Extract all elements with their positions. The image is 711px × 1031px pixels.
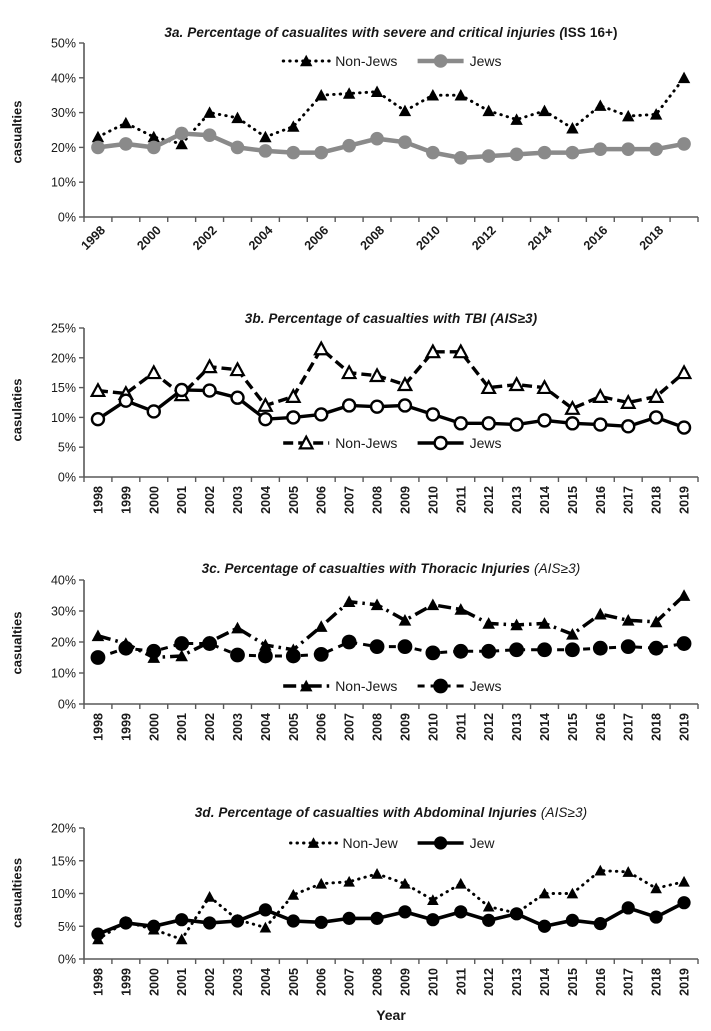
legend-label: Jew: [469, 835, 495, 851]
x-tick-label: 2016: [593, 713, 608, 741]
y-tick-label: 5%: [57, 440, 76, 455]
y-tick-label: 20%: [50, 351, 76, 366]
x-tick-label: 2004: [258, 486, 273, 514]
chart-3a-legend: [283, 53, 501, 69]
x-tick-label: 1999: [119, 486, 134, 514]
chart-3d-title-paren: (AIS≥3): [540, 805, 588, 820]
x-tick-label: 2014: [538, 486, 552, 514]
x-tick-label: 1998: [91, 713, 106, 741]
y-tick-label: 5%: [57, 919, 76, 934]
chart-3c-axes: [51, 574, 698, 741]
x-tick-label: 2012: [482, 713, 497, 741]
x-tick-label: 2001: [175, 486, 190, 514]
y-tick-label: 30%: [50, 604, 76, 619]
x-tick-label: 1999: [119, 968, 134, 996]
chart-3b-title-paren: (AIS≥3): [490, 311, 538, 326]
x-tick-label: 2019: [677, 713, 692, 741]
x-tick-label: 2013: [510, 486, 525, 514]
x-tick-label: 2004: [245, 223, 276, 253]
legend-label: Jews: [469, 53, 502, 69]
y-tick-label: 0%: [57, 697, 76, 712]
x-tick-label: 2014: [538, 968, 552, 996]
y-tick-label: 0%: [57, 470, 76, 485]
chart-3b-title: [84, 311, 698, 326]
y-tick-label: 40%: [50, 573, 76, 588]
chart-3d-title: [84, 805, 698, 820]
x-tick-label: 2000: [147, 713, 162, 741]
chart-3a-title-text: 3a. Percentage of casualites with severe and critical injuries (: [164, 25, 564, 40]
chart-3d: [51, 822, 698, 996]
x-tick-label: 2010: [426, 968, 441, 996]
y-tick-label: 10%: [50, 887, 76, 901]
x-tick-label: 2004: [258, 713, 273, 741]
x-tick-label: 2003: [231, 486, 245, 514]
chart-3c: [51, 574, 698, 741]
chart-3c-legend: [283, 678, 501, 694]
legend-label: Non-Jews: [335, 53, 398, 69]
y-tick-label: 10%: [50, 410, 76, 425]
x-tick-label: 2018: [636, 223, 667, 253]
x-tick-label: 2016: [593, 486, 608, 514]
chart-3b-legend: [283, 435, 501, 451]
y-tick-label: 10%: [50, 666, 76, 681]
x-tick-label: 2017: [621, 486, 636, 514]
x-tick-label: 2000: [147, 968, 162, 996]
x-tick-label: 2006: [314, 713, 329, 741]
x-tick-label: 2007: [342, 486, 357, 514]
chart-3b-title-text: 3b. Percentage of casualties with TBI: [244, 311, 491, 326]
chart-3c-title-paren: (AIS≥3): [533, 561, 581, 576]
x-tick-label: 2017: [621, 713, 636, 741]
chart-3a: [51, 37, 698, 253]
x-tick-label: 2003: [231, 713, 245, 741]
x-tick-label: 2014: [525, 223, 555, 253]
x-tick-label: 2010: [426, 713, 441, 741]
x-tick-label: 1998: [78, 223, 109, 253]
x-tick-label: 2009: [398, 486, 413, 514]
x-tick-label: 2015: [565, 968, 580, 996]
x-tick-label: 2008: [370, 486, 385, 514]
chart-3a-ylabel: casualties: [9, 100, 25, 164]
x-tick-label: 2006: [314, 968, 329, 996]
chart-3b-series-non-jews: [92, 343, 691, 414]
legend-label: Jews: [469, 435, 502, 451]
x-tick-label: 2019: [677, 486, 692, 514]
x-tick-label: 2014: [538, 713, 552, 741]
legend-label: Non-Jews: [335, 435, 398, 451]
x-tick-label: 2009: [398, 713, 413, 741]
x-tick-label: 2006: [314, 486, 329, 514]
y-tick-label: 20%: [50, 635, 76, 650]
y-tick-label: 15%: [50, 381, 76, 396]
x-tick-label: 2018: [649, 968, 664, 996]
chart-3d-series-non-jew: [92, 865, 690, 945]
x-tick-label: 2009: [398, 968, 413, 996]
legend-label: Non-Jews: [335, 678, 398, 694]
x-tick-label: 2018: [649, 713, 664, 741]
x-tick-label: 2012: [482, 968, 497, 996]
y-tick-label: 15%: [50, 854, 76, 869]
y-tick-label: 25%: [50, 321, 76, 336]
x-tick-label: 2005: [286, 486, 301, 514]
chart-3a-title: [84, 25, 698, 40]
x-tick-label: 2001: [175, 968, 190, 996]
chart-3d-ylabel: casualtiess: [9, 857, 25, 929]
x-tick-label: 2002: [190, 223, 220, 253]
x-tick-label: 2012: [469, 223, 499, 253]
x-tick-label: 1999: [119, 713, 134, 741]
x-tick-label: 2007: [342, 968, 357, 996]
x-tick-label: 2003: [231, 968, 245, 996]
y-tick-label: 0%: [57, 952, 76, 967]
x-tick-label: 2011: [454, 713, 469, 741]
y-tick-label: 20%: [50, 821, 76, 836]
x-tick-label: 2000: [147, 486, 162, 514]
x-tick-label: 1998: [91, 486, 106, 514]
x-tick-label: 2010: [426, 486, 441, 514]
legend-label: Jews: [469, 678, 502, 694]
x-tick-label: 2002: [203, 713, 218, 741]
figure-xlabel: Year: [376, 1007, 406, 1023]
x-tick-label: 2006: [301, 223, 332, 253]
x-tick-label: 2008: [370, 968, 385, 996]
x-tick-label: 2005: [286, 713, 301, 741]
x-tick-label: 2018: [649, 486, 664, 514]
x-tick-label: 2001: [175, 713, 190, 741]
x-tick-label: 2004: [258, 968, 273, 996]
x-tick-label: 2016: [580, 223, 611, 253]
y-tick-label: 0%: [57, 210, 76, 225]
chart-3c-ylabel: casualties: [9, 611, 25, 675]
legend-label: Non-Jew: [342, 835, 398, 851]
chart-3b: [51, 322, 698, 514]
chart-3d-title-text: 3d. Percentage of casualties with Abdominal Injuries: [194, 805, 541, 820]
y-tick-label: 10%: [50, 175, 76, 190]
y-tick-label: 30%: [50, 106, 76, 121]
x-tick-label: 2015: [565, 713, 580, 741]
x-tick-label: 2019: [677, 968, 692, 996]
y-tick-label: 50%: [50, 36, 76, 51]
y-tick-label: 20%: [50, 140, 76, 155]
x-tick-label: 2011: [454, 968, 469, 996]
x-tick-label: 2008: [370, 713, 385, 741]
series-line: [98, 871, 684, 940]
x-tick-label: 2008: [357, 223, 388, 253]
x-tick-label: 2002: [203, 486, 218, 514]
x-tick-label: 2005: [286, 968, 301, 996]
x-tick-label: 2010: [413, 223, 443, 253]
chart-3c-title-text: 3c. Percentage of casualties with Thoracic Injuries: [201, 561, 534, 576]
chart-3c-title: [84, 561, 698, 576]
x-tick-label: 2013: [510, 968, 525, 996]
x-tick-label: 1998: [91, 968, 106, 996]
x-tick-label: 2007: [342, 713, 357, 741]
chart-3b-ylabel: casulaties: [9, 378, 25, 442]
y-tick-label: 40%: [50, 71, 76, 86]
x-tick-label: 2016: [593, 968, 608, 996]
x-tick-label: 2015: [565, 486, 580, 514]
chart-3d-legend: [291, 835, 496, 851]
chart-3d-series-jew: [91, 896, 690, 941]
x-tick-label: 2017: [621, 968, 636, 996]
x-tick-label: 2002: [203, 968, 218, 996]
chart-3a-title-paren: ISS 16+): [563, 25, 618, 40]
x-tick-label: 2013: [510, 713, 525, 741]
x-tick-label: 2011: [454, 486, 469, 514]
x-tick-label: 2000: [134, 223, 164, 253]
x-tick-label: 2012: [482, 486, 497, 514]
